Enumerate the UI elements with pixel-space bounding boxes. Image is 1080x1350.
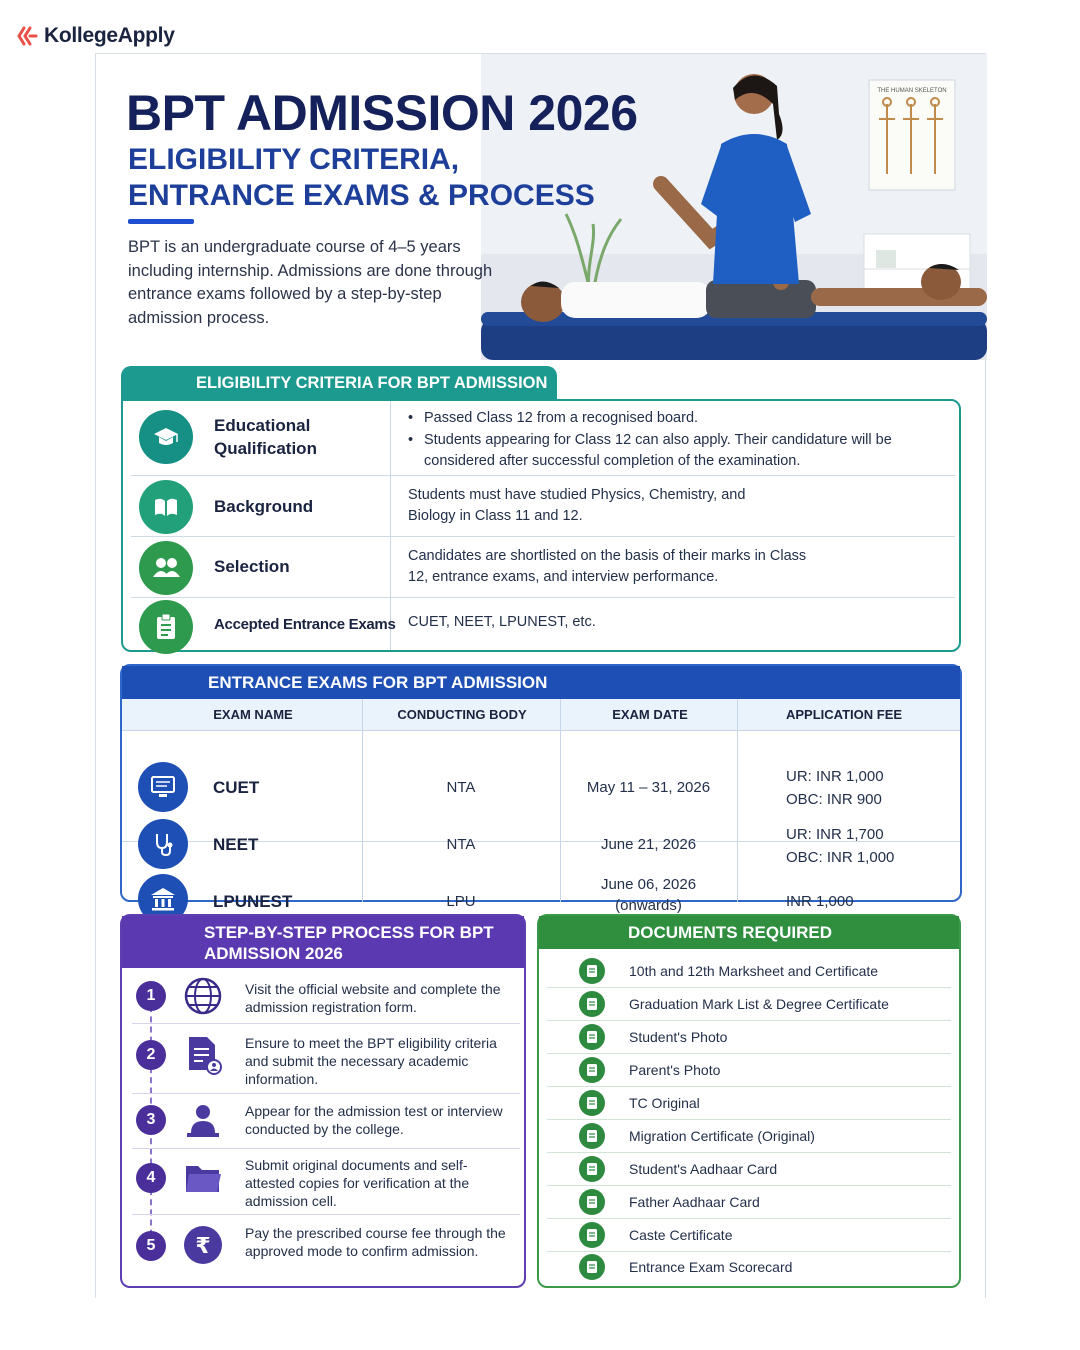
document-item bbox=[539, 954, 959, 987]
row-divider bbox=[132, 1023, 520, 1024]
document-item-label: Graduation Mark List & Degree Certificate bbox=[629, 995, 889, 1012]
col-exam-name: EXAM NAME bbox=[213, 707, 293, 722]
person-icon bbox=[579, 1024, 605, 1050]
row-divider bbox=[132, 1093, 520, 1094]
id-card-icon bbox=[579, 1156, 605, 1182]
eligibility-exams-text: CUET, NEET, LPUNEST, etc. bbox=[408, 614, 596, 630]
exam-date-neet: June 21, 2026 bbox=[600, 835, 697, 853]
document-item bbox=[539, 987, 959, 1020]
title-underline bbox=[128, 219, 194, 224]
exam-body-cuet: NTA bbox=[446, 778, 476, 796]
document-item-label: TC Original bbox=[629, 1094, 700, 1111]
book-icon bbox=[139, 480, 193, 534]
documents-required bbox=[537, 914, 961, 1288]
qualification-bullet-1: Passed Class 12 from a recognised board. bbox=[424, 410, 699, 426]
document-item-label: Migration Certificate (Original) bbox=[629, 1127, 815, 1144]
brand-name: KollegeApply bbox=[44, 24, 175, 47]
person-desk-icon bbox=[182, 1100, 224, 1142]
document-item bbox=[539, 1152, 959, 1185]
exams-heading: ENTRANCE EXAMS FOR BPT ADMISSION bbox=[122, 666, 960, 699]
graduation-cap-icon bbox=[579, 991, 605, 1017]
col-exam-date: EXAM DATE bbox=[612, 707, 688, 722]
eligibility-background-text: Students must have studied Physics, Chemistry, and Biology in Class 11 and 12. bbox=[408, 487, 746, 524]
document-item bbox=[539, 1250, 959, 1283]
document-item bbox=[539, 1086, 959, 1119]
exam-name-lpunest: LPUNEST bbox=[213, 892, 293, 911]
exam-date-cuet: May 11 – 31, 2026 bbox=[586, 778, 711, 796]
exam-name-neet: NEET bbox=[213, 835, 259, 854]
row-divider bbox=[131, 475, 955, 476]
step-number: 2 bbox=[136, 1040, 166, 1070]
eligibility-label-qualification: Educational Qualification bbox=[214, 416, 317, 458]
brand bbox=[16, 24, 175, 48]
document-item bbox=[539, 1218, 959, 1251]
qualification-bullet-2: Students appearing for Class 12 can also apply. Their candidature will be considered after successful completion of the examination. bbox=[424, 432, 892, 469]
documents-heading: DOCUMENTS REQUIRED bbox=[539, 916, 959, 949]
step-number: 3 bbox=[136, 1105, 166, 1135]
clipboard-icon bbox=[139, 600, 193, 654]
group-icon bbox=[139, 541, 193, 595]
row-divider bbox=[132, 1148, 520, 1149]
exam-fee-lpunest: INR 1,000 bbox=[786, 892, 854, 910]
infographic-sheet bbox=[95, 53, 986, 1298]
exam-body-lpunest: LPU bbox=[446, 892, 476, 910]
eligibility-selection-text: Candidates are shortlisted on the basis of their marks in Class 12, entrance exams, and interview performance. bbox=[408, 548, 807, 585]
svg-text:₹: ₹ bbox=[195, 1234, 211, 1259]
scorecard-icon bbox=[579, 1254, 605, 1280]
exams-column-headers bbox=[122, 699, 960, 731]
document-item bbox=[539, 1053, 959, 1086]
folder-icon bbox=[182, 1157, 224, 1199]
graduation-cap-icon bbox=[139, 410, 193, 464]
document-item-label: Entrance Exam Scorecard bbox=[629, 1258, 793, 1275]
eligibility-qualification-text: • Passed Class 12 from a recognised board. • Students appearing for Class 12 can also apply. Their candidature will be considered after successful completion of the examination. bbox=[408, 408, 933, 472]
marksheet-icon bbox=[579, 958, 605, 984]
certificate-icon bbox=[579, 1222, 605, 1248]
step-text: Visit the official website and complete the admission registration form. bbox=[245, 981, 501, 1015]
id-card-icon bbox=[579, 1189, 605, 1215]
kollegeapply-logo-icon bbox=[16, 25, 38, 47]
fee-line: UR: INR 1,000 bbox=[786, 768, 884, 785]
document-user-icon bbox=[182, 1034, 224, 1076]
globe-icon bbox=[182, 975, 224, 1017]
page-subtitle: ELIGIBILITY CRITERIA, ENTRANCE EXAMS & PROCESS bbox=[128, 143, 595, 212]
entrance-exams-table bbox=[120, 664, 962, 914]
document-item-label: Student's Photo bbox=[629, 1028, 728, 1045]
fee-line: UR: INR 1,700 bbox=[786, 826, 884, 843]
date-line: (onwards) bbox=[615, 897, 682, 914]
eligibility-label-background: Background bbox=[214, 497, 314, 516]
rupee-icon bbox=[182, 1224, 224, 1266]
eligibility-table bbox=[121, 399, 961, 652]
eligibility-label-selection: Selection bbox=[214, 557, 290, 576]
document-item-label: Father Aadhaar Card bbox=[629, 1193, 760, 1210]
step-number: 1 bbox=[136, 981, 166, 1011]
fee-line: OBC: INR 900 bbox=[786, 791, 882, 808]
document-item-label: 10th and 12th Marksheet and Certificate bbox=[629, 962, 879, 979]
document-item bbox=[539, 1185, 959, 1218]
step-text: Pay the prescribed course fee through the approved mode to confirm admission. bbox=[245, 1225, 506, 1259]
stethoscope-icon bbox=[138, 819, 188, 869]
step-number: 5 bbox=[136, 1231, 166, 1261]
admission-steps bbox=[120, 914, 526, 1288]
column-separator bbox=[737, 699, 738, 902]
intro-description: BPT is an undergraduate course of 4–5 years including internship. Admissions are done through entrance exams followed by a step-by-step admission process. bbox=[128, 238, 493, 327]
document-item-label: Parent's Photo bbox=[629, 1061, 721, 1078]
step-text: Appear for the admission test or interview conducted by the college. bbox=[245, 1103, 503, 1137]
steps-heading: STEP-BY-STEP PROCESS FOR BPT ADMISSION 2026 bbox=[122, 916, 524, 968]
plane-icon bbox=[579, 1123, 605, 1149]
row-divider bbox=[131, 597, 955, 598]
eligibility-heading: ELIGIBILITY CRITERIA FOR BPT ADMISSION bbox=[196, 374, 548, 392]
eligibility-heading-tab bbox=[121, 366, 557, 401]
eligibility-label-entrance-exams: Accepted Entrance Exams bbox=[214, 616, 396, 633]
fee-line: OBC: INR 1,000 bbox=[786, 849, 895, 866]
col-conducting-body: CONDUCTING BODY bbox=[397, 707, 527, 722]
step-text: Ensure to meet the BPT eligibility criteria and submit the necessary academic information. bbox=[245, 1035, 497, 1087]
people-icon bbox=[579, 1057, 605, 1083]
document-item bbox=[539, 1020, 959, 1053]
exam-fee-cuet bbox=[786, 765, 884, 811]
document-item-label: Student's Aadhaar Card bbox=[629, 1160, 778, 1177]
exam-fee-neet bbox=[786, 823, 894, 869]
page-title: BPT ADMISSION 2026 bbox=[126, 85, 638, 141]
row-divider bbox=[131, 536, 955, 537]
document-item-label: Caste Certificate bbox=[629, 1226, 733, 1243]
exam-name-cuet: CUET bbox=[213, 778, 260, 797]
step-number: 4 bbox=[136, 1163, 166, 1193]
col-application-fee: APPLICATION FEE bbox=[786, 707, 903, 722]
monitor-icon bbox=[138, 762, 188, 812]
document-icon bbox=[579, 1090, 605, 1116]
document-item bbox=[539, 1119, 959, 1152]
date-line: June 06, 2026 bbox=[600, 876, 697, 893]
poster-title: THE HUMAN SKELETON bbox=[877, 88, 947, 94]
step-text: Submit original documents and self-attested copies for verification at the admission cell. bbox=[245, 1157, 470, 1209]
exam-body-neet: NTA bbox=[446, 835, 476, 853]
row-divider bbox=[132, 1214, 520, 1215]
